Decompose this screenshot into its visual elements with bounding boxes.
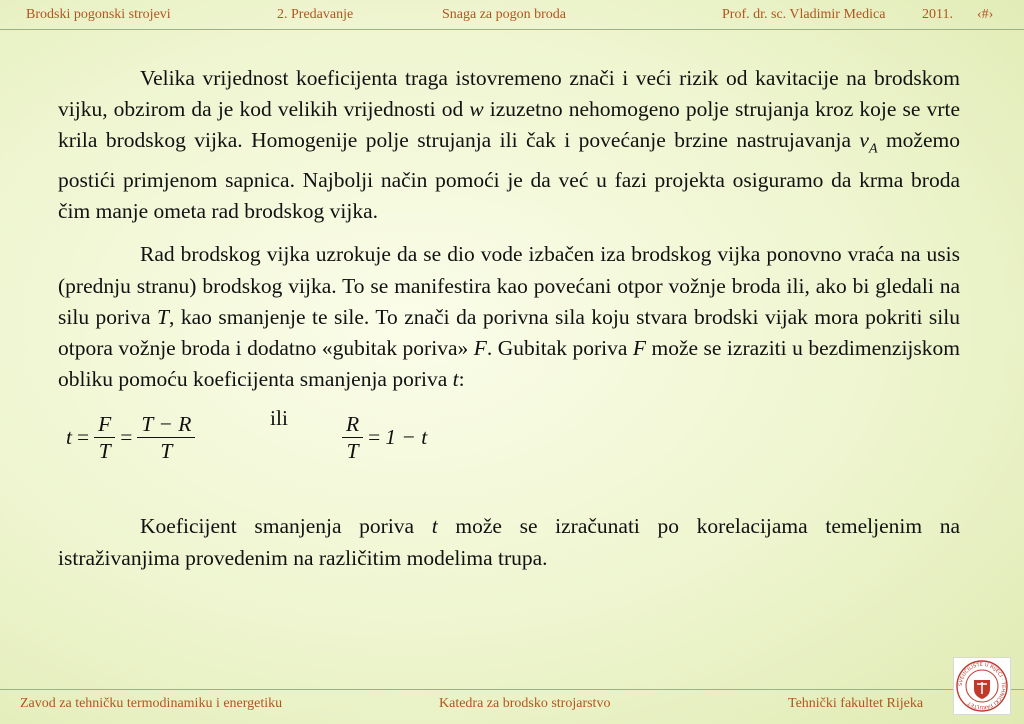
fraction-denominator: T: [160, 439, 173, 464]
paragraph-2: [58, 239, 960, 395]
header-author: Prof. dr. sc. Vladimir Medica: [722, 7, 886, 22]
p1-text-1: Velika vrijednost koeficijenta traga istovremeno znači i veći rizik od kavitacije na brodskom vijku, obzirom da je kod velikih vrijednosti od: [58, 66, 960, 122]
header-course: Brodski pogonski strojevi: [26, 7, 171, 22]
p2-text-4: može se izraziti u bezdimenzijskom obliku pomoću koeficijenta smanjenja poriva: [58, 335, 960, 392]
footer-institute: Zavod za tehničku termodinamiku i energetiku: [20, 696, 283, 711]
symbol-w: w: [469, 97, 484, 122]
symbol-t: t: [431, 514, 438, 539]
university-logo: [953, 657, 1011, 715]
equals-sign-3: =: [368, 425, 381, 450]
paragraph-3: [58, 511, 960, 573]
svg-text:SVEUČILIŠTE U RIJECI · TEHNIČK: SVEUČILIŠTE U RIJECI · TEHNIČKI FAKULTET: [957, 661, 1007, 711]
p3-text-1: Koeficijent smanjenja poriva: [140, 514, 432, 539]
fraction-numerator: T − R: [141, 412, 192, 437]
header-divider: [0, 29, 1024, 30]
fraction-numerator: F: [98, 412, 112, 437]
seal-icon: [954, 658, 1010, 714]
thrust-deduction-formula: [58, 401, 960, 497]
fraction-R-over-T: [342, 411, 363, 464]
header-page-number: ‹#›: [977, 7, 994, 22]
symbol-t: t: [452, 367, 459, 392]
equals-sign-1: =: [76, 425, 90, 450]
p2-text-2: , kao smanjenje te sile. To znači da porivna sila koju stvara brodski vijak mora pokriti silu otpora vožnje broda i dodatno «gubitak poriva»: [58, 304, 960, 360]
header-lecture: 2. Predavanje: [277, 7, 354, 22]
symbol-T: T: [156, 304, 169, 329]
p3-text-2: može se izračunati po korelacijama temeljenim na istraživanjima provedenim na različitim modelima trupa.: [58, 514, 960, 570]
p2-text-5: :: [458, 367, 465, 392]
symbol-v-subscript: A: [868, 141, 878, 157]
fraction-numerator: R: [346, 412, 360, 437]
fraction-denominator: T: [98, 439, 111, 464]
fraction-T-minus-R-over-T: [137, 411, 195, 464]
footer-department: Katedra za brodsko strojarstvo: [439, 696, 611, 711]
formula-right: [342, 411, 427, 464]
symbol-v: v: [859, 128, 869, 153]
symbol-F-1: F: [473, 335, 487, 360]
fraction-F-over-T: [94, 411, 115, 464]
header-topic: Snaga za pogon broda: [442, 7, 567, 22]
formula-lhs: t: [66, 425, 72, 450]
slide-body: [58, 63, 960, 586]
equals-sign-2: =: [120, 425, 133, 450]
p1-text-2: izuzetno nehomogeno polje strujanja kroz koje se vrte krila brodskog vijka. Homogenije polje strujanja ili čak i povećanje brzine nastrujavanja: [58, 97, 960, 153]
fraction-denominator: T: [346, 439, 359, 464]
paragraph-1: [58, 63, 960, 227]
slide-footer: [0, 690, 1024, 724]
slide-header: [0, 0, 1024, 30]
footer-faculty: Tehnički fakultet Rijeka: [788, 696, 924, 711]
formula-left: [66, 411, 195, 464]
p1-text-3: možemo postići primjenom sapnica. Najbolji način pomoći je da već u fazi projekta osiguramo da krma broda čim manje ometa rad brodskog vijka.: [58, 128, 960, 224]
p2-text-1: Rad brodskog vijka uzrokuje da se dio vode izbačen iza brodskog vijka ponovno vraća na usis (prednju stranu) brodskog vijka. To se manifestira kao povećani otpor vožnje broda ili, ako bi gledali na silu poriva: [58, 242, 960, 329]
p2-text-3: . Gubitak poriva: [486, 335, 633, 360]
symbol-F-2: F: [632, 335, 647, 360]
formula-connector: ili: [270, 406, 288, 431]
formula-rhs: 1 − t: [385, 425, 428, 450]
header-year: 2011.: [922, 7, 953, 22]
